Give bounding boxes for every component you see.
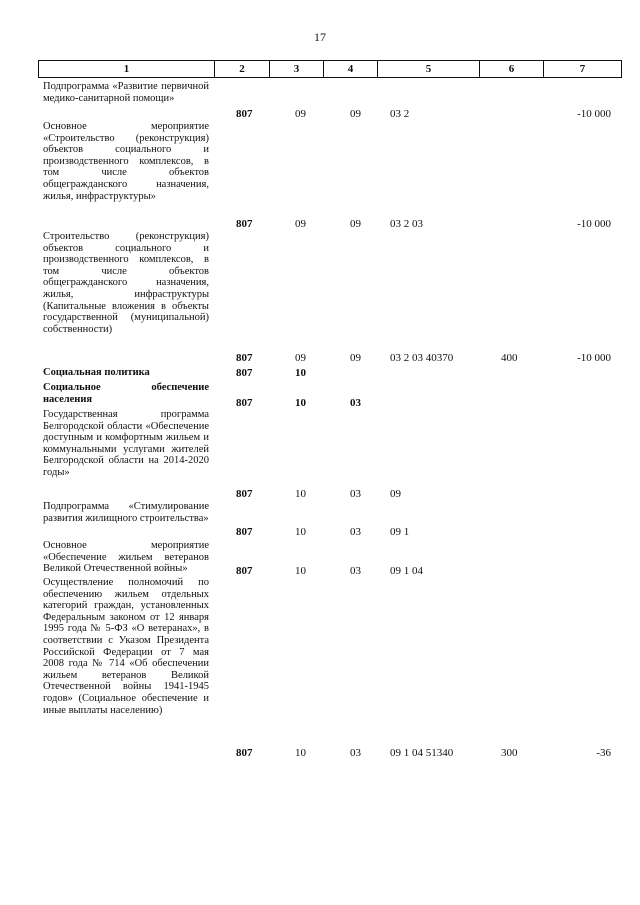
- cell-col4: 09: [350, 352, 361, 364]
- cell-col2: 807: [236, 526, 253, 538]
- cell-col5: 03 2: [390, 108, 410, 120]
- cell-col3: 10: [295, 526, 306, 538]
- cell-col3: 09: [295, 218, 306, 230]
- cell-col5: 09 1: [390, 526, 410, 538]
- column-header-6: 6: [480, 61, 544, 77]
- cell-col4: 09: [350, 218, 361, 230]
- cell-col3: 10: [295, 747, 306, 759]
- cell-col4: 03: [350, 565, 361, 577]
- cell-col7: -10 000: [577, 218, 611, 230]
- column-header-4: 4: [324, 61, 378, 77]
- cell-col4: 03: [350, 488, 361, 500]
- cell-col6: 400: [501, 352, 518, 364]
- cell-col5: 09 1 04 51340: [390, 747, 454, 759]
- cell-col5: 09: [390, 488, 401, 500]
- cell-col3: 10: [295, 397, 306, 409]
- row-description: Осуществление полномочий по обеспечению жильем отдельных категорий граждан, установленных Федеральным законом от 12 января 1995 года № 5-ФЗ «О ветеранах», в соответствии с Указом Президента Российской Федерации от 7 мая 2008 года № 714 «Об обеспечении жильем ветеранов Великой Отечественной войны 1941-1945 годов» (Социальное обеспечение и иные выплаты населению): [43, 577, 209, 716]
- column-header-5: 5: [378, 61, 480, 77]
- row-description: Основное мероприятие «Обеспечение жильем ветеранов Великой Отечественной войны»: [43, 540, 209, 575]
- row-description: Подпрограмма «Стимулирование развития жилищного строительства»: [43, 501, 209, 524]
- column-header-row: [38, 60, 622, 78]
- page-number: 17: [314, 30, 326, 44]
- cell-col2: 807: [236, 565, 253, 577]
- cell-col3: 10: [295, 565, 306, 577]
- cell-col2: 807: [236, 108, 253, 120]
- cell-col5: 03 2 03: [390, 218, 423, 230]
- cell-col2: 807: [236, 367, 253, 379]
- cell-col4: 03: [350, 747, 361, 759]
- cell-col3: 09: [295, 352, 306, 364]
- cell-col3: 10: [295, 488, 306, 500]
- cell-col2: 807: [236, 352, 253, 364]
- cell-col3: 09: [295, 108, 306, 120]
- cell-col2: 807: [236, 747, 253, 759]
- column-header-1: 1: [39, 61, 215, 77]
- cell-col2: 807: [236, 488, 253, 500]
- row-description: Социальная политика: [43, 367, 150, 378]
- cell-col4: 03: [350, 526, 361, 538]
- row-description: Подпрограмма «Развитие первичной медико-санитарной помощи»: [43, 81, 209, 104]
- row-description: Государственная программа Белгородской области «Обеспечение доступным и комфортным жильем и коммунальными услугами жителей Белгородской области на 2014-2020 годы»: [43, 409, 209, 478]
- cell-col4: 09: [350, 108, 361, 120]
- cell-col4: 03: [350, 397, 361, 409]
- cell-col5: 03 2 03 40370: [390, 352, 454, 364]
- cell-col7: -10 000: [577, 108, 611, 120]
- column-header-7: 7: [579, 63, 586, 75]
- cell-col7: -10 000: [577, 352, 611, 364]
- column-header-3: 3: [270, 61, 324, 77]
- row-description: Социальное обеспечение населения: [43, 382, 209, 405]
- column-header-2: 2: [215, 61, 270, 77]
- row-description: Основное мероприятие «Строительство (реконструкция) объектов социального и производственного комплексов, в том числе объектов общегражданского назначения, жилья, инфраструктуры»: [43, 121, 209, 202]
- cell-col5: 09 1 04: [390, 565, 423, 577]
- cell-col2: 807: [236, 397, 253, 409]
- cell-col2: 807: [236, 218, 253, 230]
- cell-col7: -36: [596, 747, 611, 759]
- cell-col3: 10: [295, 367, 306, 379]
- cell-col6: 300: [501, 747, 518, 759]
- row-description: Строительство (реконструкция) объектов социального и производственного комплексов, в том числе объектов общегражданского назначения, жилья, инфраструктуры (Капитальные вложения в объекты государственной (муниципальной) собственности): [43, 231, 209, 335]
